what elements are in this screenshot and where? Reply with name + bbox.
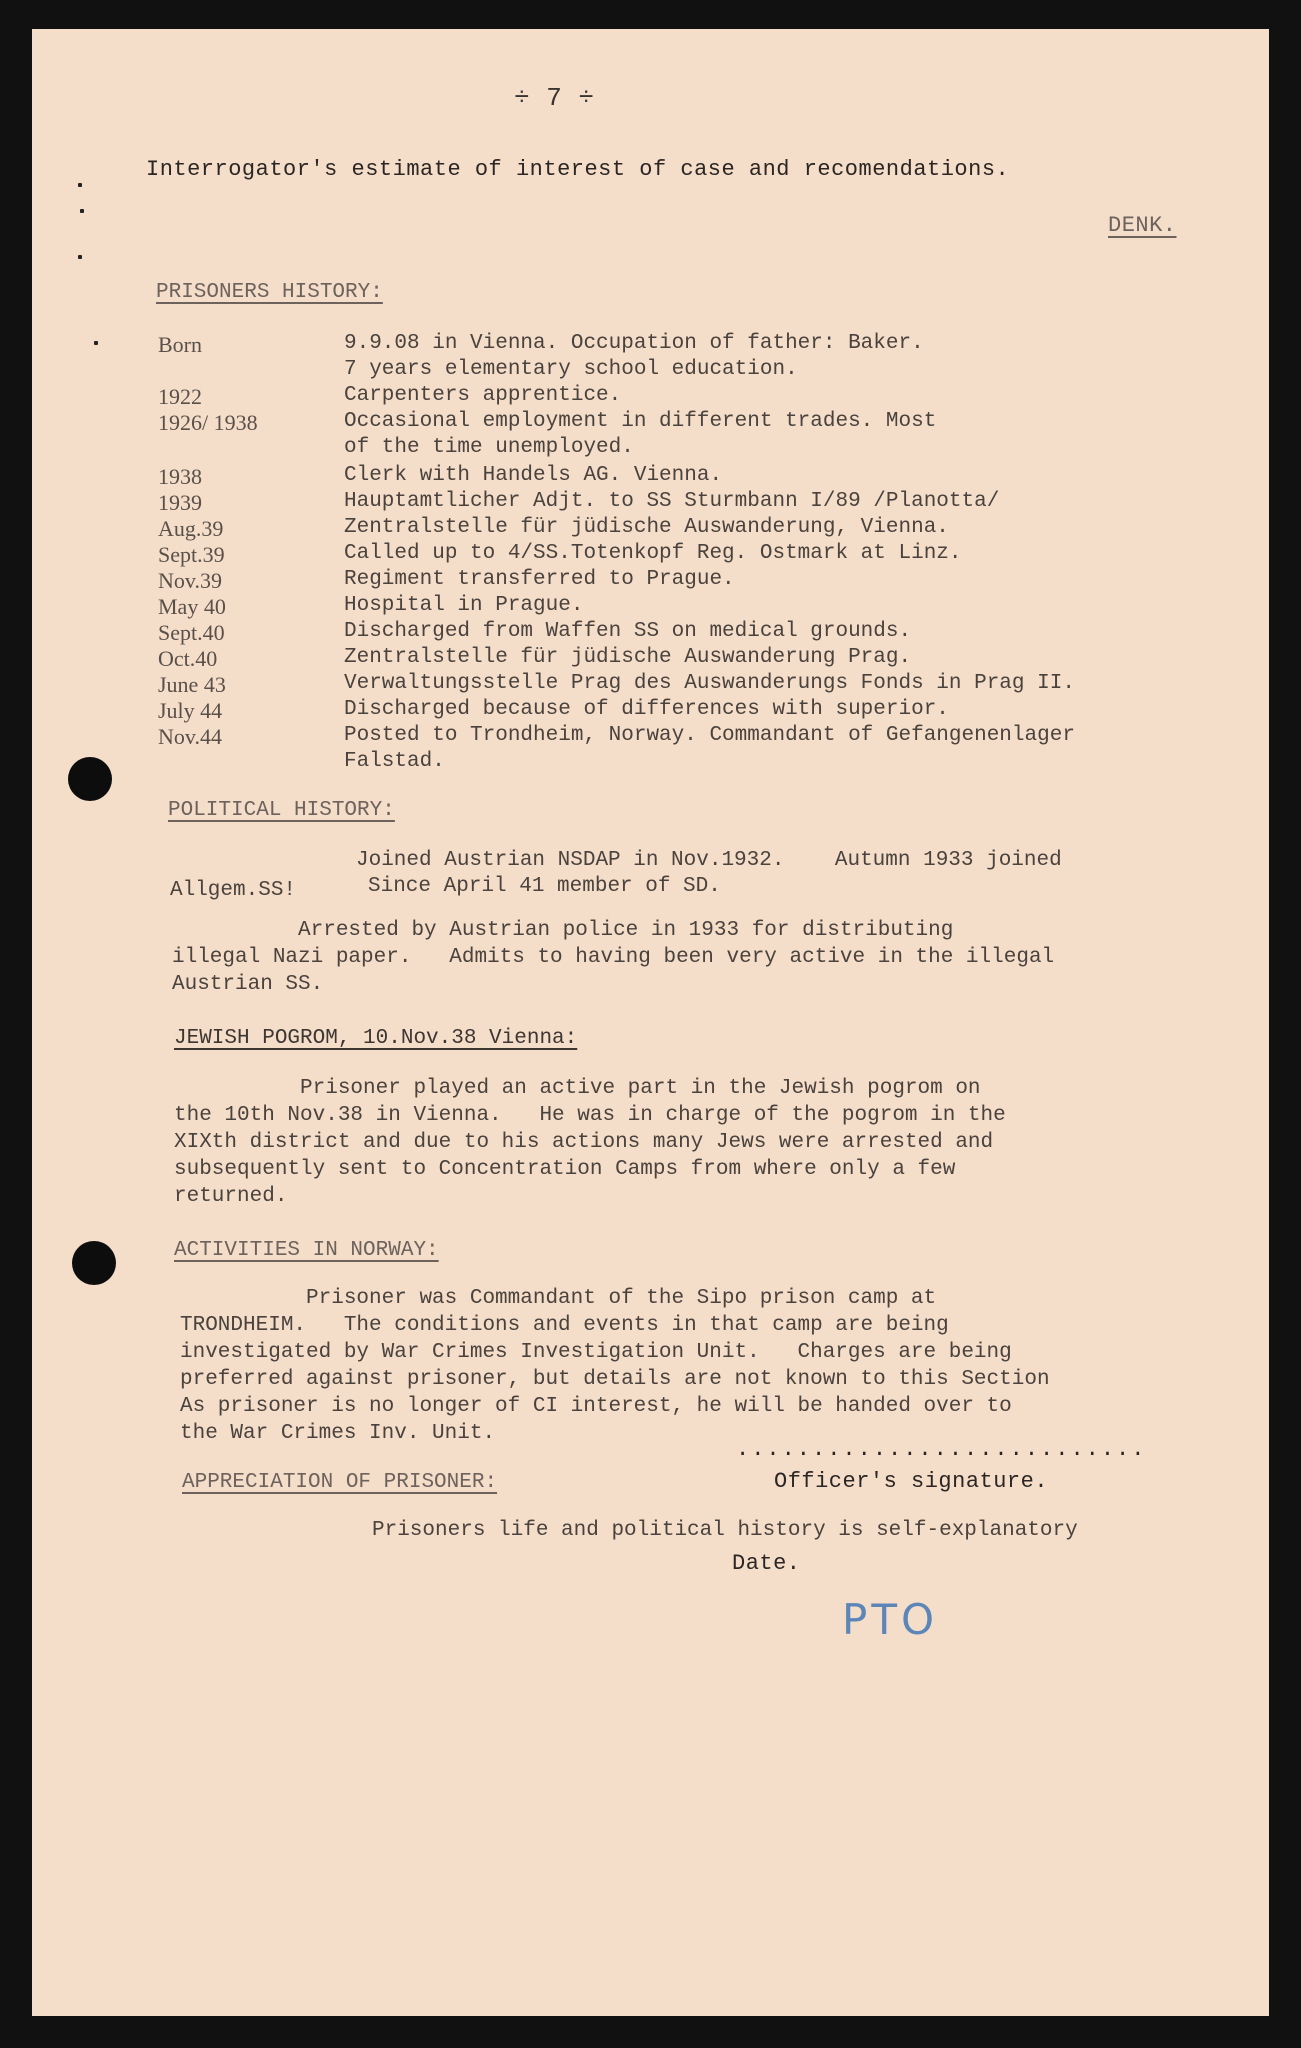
binder-mark	[78, 255, 82, 259]
history-event: Discharged because of differences with superior.	[344, 698, 949, 721]
history-entry	[32, 332, 1269, 358]
document-page	[32, 29, 1269, 2016]
history-date: Sept.40	[158, 620, 225, 645]
history-date: 1922	[158, 384, 202, 409]
history-entry-cont	[32, 358, 1269, 384]
page-number: ÷ 7 ÷	[514, 83, 595, 113]
history-entry	[32, 698, 1269, 724]
history-event: Zentralstelle für jüdische Auswanderung Prag.	[344, 646, 912, 669]
history-event: Occasional employment in different trades. Most	[344, 410, 937, 433]
binder-mark	[80, 209, 84, 213]
handwritten-pto: PTO	[842, 1595, 939, 1644]
history-event: Hauptamtlicher Adjt. to SS Sturmbann I/89 /Planotta/	[344, 490, 1000, 513]
prisoners-history-heading: PRISONERS HISTORY:	[156, 281, 383, 304]
report-heading: Interrogator's estimate of interest of case and recomendations.	[146, 157, 1010, 182]
signature-label: Officer's signature.	[774, 1469, 1049, 1494]
history-entry	[32, 724, 1269, 750]
history-event: 9.9.08 in Vienna. Occupation of father: Baker.	[344, 332, 924, 355]
history-event: Posted to Trondheim, Norway. Commandant of Gefangenenlager	[344, 724, 1075, 747]
history-event: Called up to 4/SS.Totenkopf Reg. Ostmark at Linz.	[344, 542, 962, 565]
history-entry	[32, 384, 1269, 410]
pogrom-text: Prisoner played an active part in the Jewish pogrom on the 10th Nov.38 in Vienna. He was in charge of the pogrom in the XIXth district and due to his actions many Jews were arrested and subsequently sent to Concentration Camps from where only a few returned.	[174, 1077, 1006, 1208]
history-entry	[32, 516, 1269, 542]
political-history-arrest: Arrested by Austrian police in 1933 for distributing illegal Nazi paper. Admits to having been very active in the illegal Austrian SS.	[172, 919, 1055, 996]
history-date: Oct.40	[158, 646, 218, 671]
history-entry	[32, 594, 1269, 620]
history-entry-cont	[32, 436, 1269, 462]
history-entry	[32, 672, 1269, 698]
political-history-line1: Joined Austrian NSDAP in Nov.1932. Autumn 1933 joined	[356, 849, 1062, 872]
history-date: 1939	[158, 490, 202, 515]
history-date: Nov.44	[158, 724, 222, 749]
history-date: June 43	[158, 672, 226, 697]
history-date: 1926/ 1938	[158, 410, 258, 435]
norway-text: Prisoner was Commandant of the Sipo prison camp at TRONDHEIM. The conditions and events in that camp are being investigated by War Crimes Investigation Unit. Charges are being preferred against prisoner, but details are not known to this Section As prisoner is no longer of CI interest, he will be handed over to the War Crimes Inv. Unit.	[180, 1287, 1050, 1445]
date-label: Date.	[732, 1551, 801, 1576]
history-event: Hospital in Prague.	[344, 594, 584, 617]
history-event: Falstad.	[344, 750, 445, 773]
political-history-allgem: Allgem.SS!	[170, 879, 297, 902]
history-event: Zentralstelle für jüdische Auswanderung, Vienna.	[344, 516, 949, 539]
history-entry	[32, 490, 1269, 516]
political-history-sd: Since April 41 member of SD.	[368, 875, 721, 898]
punch-hole	[72, 1241, 116, 1285]
history-date: Born	[158, 332, 202, 357]
history-date: July 44	[158, 698, 223, 723]
history-date: 1938	[158, 464, 202, 489]
signature-dotted-line: ...........................	[736, 1437, 1147, 1462]
history-event: Clerk with Handels AG. Vienna.	[344, 464, 723, 487]
appreciation-text: Prisoners life and political history is self-explanatory	[372, 1519, 1078, 1542]
history-entry-cont	[32, 750, 1269, 776]
history-event: Verwaltungsstelle Prag des Auswanderungs Fonds in Prag II.	[344, 672, 1075, 695]
norway-heading: ACTIVITIES IN NORWAY:	[174, 1239, 439, 1262]
political-history-heading: POLITICAL HISTORY:	[168, 799, 395, 822]
history-entry	[32, 646, 1269, 672]
history-event: Regiment transferred to Prague.	[344, 568, 735, 591]
history-entry	[32, 568, 1269, 594]
history-event: Carpenters apprentice.	[344, 384, 622, 407]
pogrom-heading: JEWISH POGROM, 10.Nov.38 Vienna:	[174, 1027, 578, 1050]
history-date: Sept.39	[158, 542, 225, 567]
history-date: Nov.39	[158, 568, 222, 593]
history-entry	[32, 542, 1269, 568]
punch-hole	[68, 757, 112, 801]
subject-name: DENK.	[1108, 213, 1177, 238]
history-event: of the time unemployed.	[344, 436, 634, 459]
history-date: May 40	[158, 594, 226, 619]
history-event: 7 years elementary school education.	[344, 358, 798, 381]
history-entry	[32, 464, 1269, 490]
history-entry	[32, 410, 1269, 436]
history-entry	[32, 620, 1269, 646]
binder-mark	[78, 183, 82, 187]
history-date: Aug.39	[158, 516, 224, 541]
history-event: Discharged from Waffen SS on medical grounds.	[344, 620, 912, 643]
appreciation-heading: APPRECIATION OF PRISONER:	[182, 1471, 498, 1494]
